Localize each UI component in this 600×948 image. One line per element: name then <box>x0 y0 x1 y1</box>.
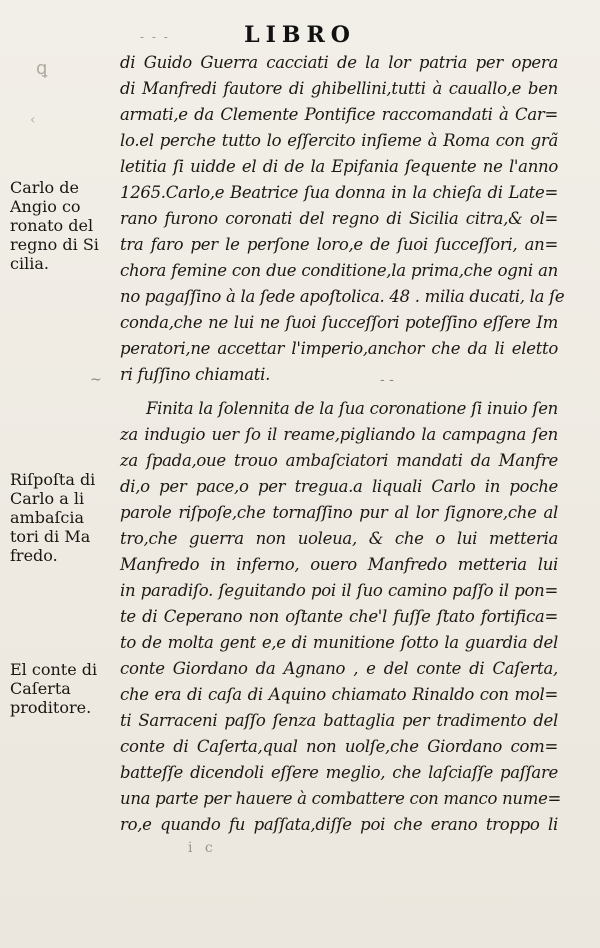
text-line: rano furono coronati del regno di Sicilia citra,& ol= <box>120 209 558 228</box>
text-line: di,o per pace,o per tregua.a liquali Carlo in poche <box>120 477 558 496</box>
text-line: peratori,ne accettar l'imperio,anchor che da li eletto <box>120 339 558 358</box>
text-line: ri fuſſino chiamati. <box>120 365 271 384</box>
footer-signature-mark: i c <box>188 840 217 856</box>
margin-note-line: cilia. <box>10 254 49 273</box>
margin-note-line: Caſerta <box>10 679 71 698</box>
text-line: te di Ceperano non oſtante che'l fuſſe ſtato fortifica= <box>120 607 558 626</box>
ink-scribble-left: ~ <box>90 372 102 388</box>
text-line: to de molta gent e,e di munitione ſotto la guardia del <box>120 633 558 652</box>
margin-note-line: El conte di <box>10 660 98 679</box>
text-line: di Manfredi fautore di ghibellini,tutti à cauallo,e ben <box>120 79 558 98</box>
text-line: ti Sarraceni paſſo ſenza battaglia per tradimento del <box>120 711 558 730</box>
margin-note-carlo-reply <box>10 470 122 565</box>
text-line: letitia ſi uidde el di de la Epifania ſequente ne l'anno <box>120 157 558 176</box>
margin-note-line: ronato del <box>10 216 94 235</box>
header-ornament: - - - <box>140 30 170 44</box>
text-line: che era di caſa di Aquino chiamato Rinaldo con mol= <box>120 685 558 704</box>
running-title: LIBRO <box>244 22 356 48</box>
text-line: parole riſpoſe,che tornaſſino pur al lor ſignore,che al <box>120 503 558 522</box>
margin-note-line: ambaſcia <box>10 508 85 527</box>
main-text-block <box>120 50 565 838</box>
text-line: armati,e da Clemente Pontifice raccomandati à Car= <box>120 105 558 124</box>
text-line: una parte per hauere à combattere con manco nume= <box>120 789 562 808</box>
text-line: Manfredo in inferno, ouero Manfredo metteria lui <box>120 555 558 574</box>
text-line: batteſſe dicendoli eſſere meglio, che laſciaſſe paſſare <box>120 763 558 782</box>
ink-scribble-right: - - <box>380 372 394 388</box>
text-line: conte Giordano da Agnano , e del conte di Caſerta, <box>120 659 558 678</box>
text-line: 1265.Carlo,e Beatrice ſua donna in la chieſa di Late= <box>120 183 558 202</box>
text-line: conda,che ne lui ne ſuoi ſucceſſori poteſſino eſſere Im <box>120 313 558 332</box>
paragraph-start-line: Finita la ſolennita de la ſua coronatione ſi inuio ſen <box>146 399 558 418</box>
margin-mark-top: ꝗ <box>36 58 48 79</box>
margin-note-line: Carlo de <box>10 178 79 197</box>
margin-note-line: Angio co <box>10 197 81 216</box>
text-line: in paradiſo. ſeguitando poi il ſuo camino paſſo il pon= <box>120 581 558 600</box>
text-line: za indugio uer ſo il reame,pigliando la campagna ſen <box>120 425 558 444</box>
margin-note-line: fredo. <box>10 546 58 565</box>
text-line: di Guido Guerra cacciati de la lor patria per opera <box>120 53 558 72</box>
margin-note-line: tori di Ma <box>10 527 91 546</box>
text-line: conte di Caſerta,qual non uolſe,che Giordano com= <box>120 737 558 756</box>
text-line: tra faro per le perſone loro,e de ſuoi ſucceſſori, an= <box>120 235 558 254</box>
margin-note-line: Riſpoſta di <box>10 470 96 489</box>
text-line: chora femine con due conditione,la prima,che ogni an <box>120 261 558 280</box>
text-line: za ſpada,oue trouo ambaſciatori mandati da Manfre <box>120 451 558 470</box>
margin-note-line: proditore. <box>10 698 92 717</box>
margin-note-conte-caserta <box>10 660 122 717</box>
text-line: lo.el perche tutto lo eſſercito inſieme à Roma con grã <box>120 131 558 150</box>
margin-note-line: regno di Si <box>10 235 99 254</box>
margin-mark-second: ‹ <box>30 112 36 128</box>
text-line: no pagaſſino à la ſede apoſtolica. 48 . milia ducati, la ſe <box>120 287 565 306</box>
margin-note-line: Carlo a li <box>10 489 85 508</box>
text-line: tro,che guerra non uoleua, & che o lui metteria <box>120 529 558 548</box>
text-line: ro,e quando fu paſſata,diſſe poi che erano troppo li <box>120 815 558 834</box>
margin-note-carlo-coronation <box>10 178 122 273</box>
